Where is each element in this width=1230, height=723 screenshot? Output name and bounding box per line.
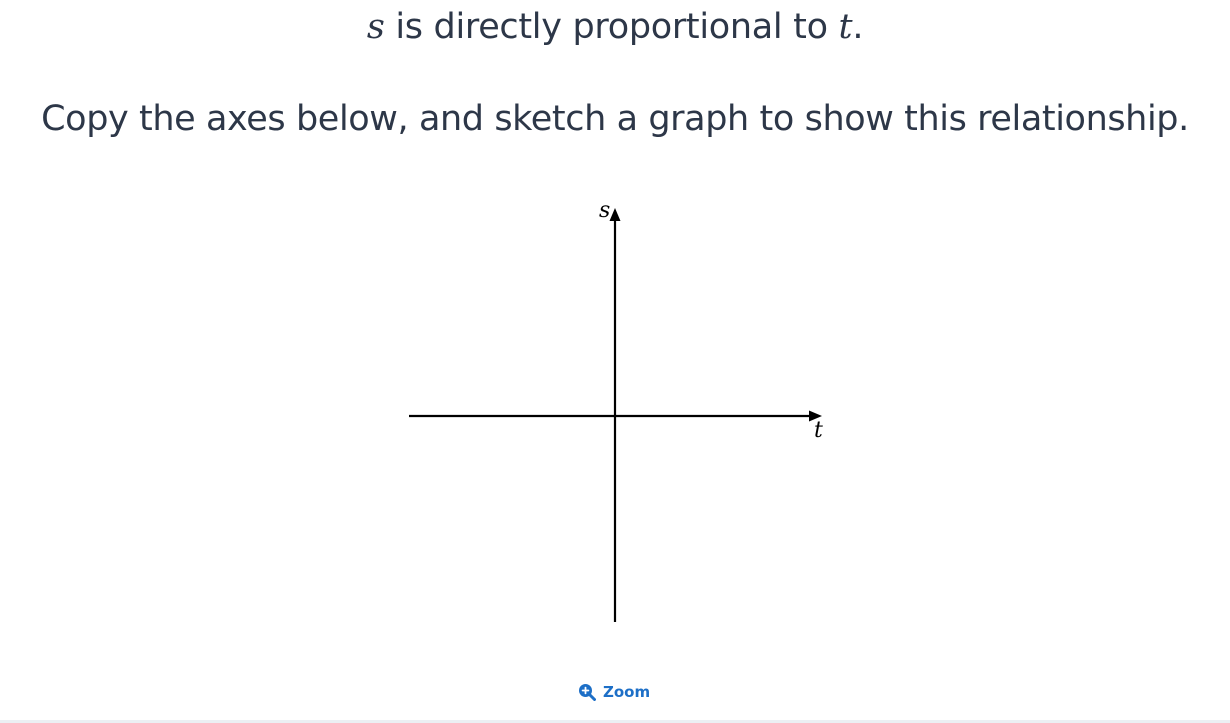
y-axis-arrowhead bbox=[610, 208, 621, 221]
question-instruction: Copy the axes below, and sketch a graph to show this relationship. bbox=[41, 99, 1189, 139]
y-axis-label: s bbox=[599, 198, 611, 223]
variable-s: s bbox=[366, 7, 385, 47]
variable-t: t bbox=[838, 7, 853, 47]
x-axis-label: t bbox=[814, 418, 823, 443]
zoom-button[interactable] bbox=[578, 683, 650, 701]
statement-text: is directly proportional to bbox=[384, 7, 839, 47]
statement-period: . bbox=[852, 7, 864, 47]
zoom-in-icon bbox=[578, 683, 596, 701]
zoom-label: Zoom bbox=[603, 683, 651, 701]
